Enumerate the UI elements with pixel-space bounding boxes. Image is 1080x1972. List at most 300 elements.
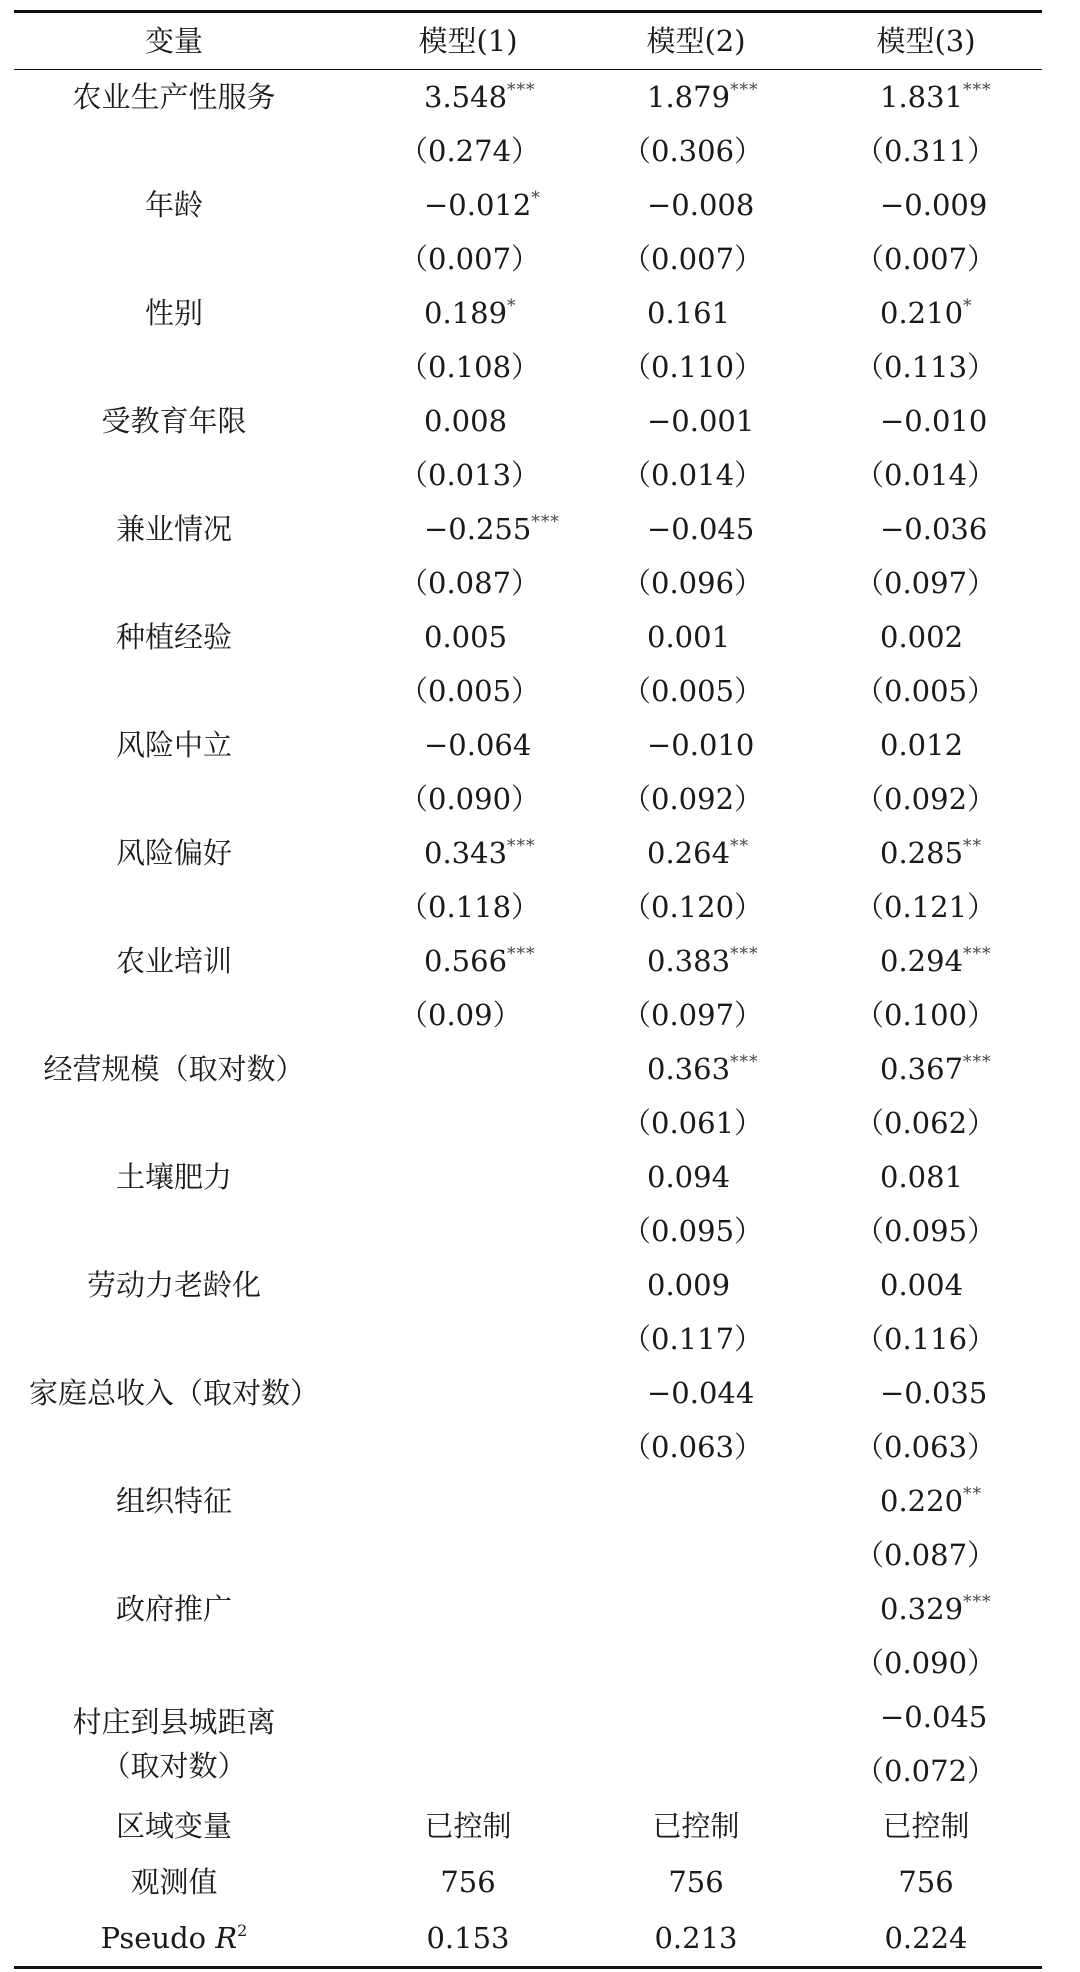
se-cell	[354, 988, 582, 1042]
coef-cell	[810, 1366, 1042, 1420]
results-body	[14, 70, 1042, 1966]
obs-value: 756	[440, 1865, 496, 1899]
coef-cell	[354, 1582, 582, 1636]
se-cell	[810, 1636, 1042, 1690]
coef-row	[14, 1150, 1042, 1204]
se-row	[14, 232, 1042, 286]
coef-row	[14, 1366, 1042, 1420]
coef-cell	[810, 1690, 1042, 1744]
se-cell-text	[354, 1214, 399, 1248]
coef-cell-text	[810, 1376, 987, 1410]
se-cell-text: （0.120）	[622, 890, 764, 924]
se-cell	[354, 772, 582, 826]
coef-cell	[354, 1042, 582, 1096]
coef-row	[14, 718, 1042, 772]
coef-cell	[582, 1258, 810, 1312]
se-cell-text: （0.087）	[855, 1538, 997, 1572]
se-cell	[810, 664, 1042, 718]
coef-cell-text	[810, 1160, 963, 1194]
se-cell-text: （0.063）	[855, 1430, 997, 1464]
se-cell-text: （0.117）	[622, 1322, 764, 1356]
se-cell-text: （0.113）	[855, 350, 997, 384]
se-cell	[810, 340, 1042, 394]
coef-value: 0.094	[647, 1160, 731, 1194]
coef-cell	[810, 1582, 1042, 1636]
coef-cell-text	[582, 188, 754, 222]
obs-row	[14, 1854, 1042, 1910]
coef-cell	[810, 1150, 1042, 1204]
coef-cell	[354, 70, 582, 124]
variable-name: 农业生产性服务	[72, 80, 276, 114]
coef-row	[14, 70, 1042, 124]
se-cell	[354, 124, 582, 178]
se-cell-text: （0.007）	[855, 242, 997, 276]
significance-stars: ***	[963, 80, 992, 100]
coef-row	[14, 1474, 1042, 1528]
coef-cell-text	[354, 944, 536, 978]
pseudo-r2-var: R	[215, 1921, 238, 1955]
coef-cell	[582, 1150, 810, 1204]
se-cell-text: （0.090）	[399, 782, 541, 816]
se-cell-text: （0.007）	[622, 242, 764, 276]
coef-cell	[810, 70, 1042, 124]
se-cell	[810, 1528, 1042, 1582]
se-cell-text	[582, 1646, 622, 1680]
coef-cell-text	[810, 1484, 982, 1518]
coef-cell	[582, 610, 810, 664]
se-cell	[354, 232, 582, 286]
se-row	[14, 1636, 1042, 1690]
se-cell	[810, 1744, 1042, 1798]
variable-name: 性别	[144, 296, 203, 330]
pseudo-r2-value: 0.213	[654, 1921, 738, 1955]
coef-value: 0.004	[880, 1268, 964, 1302]
coef-cell-text	[810, 1592, 992, 1626]
se-cell-text	[354, 1646, 399, 1680]
coef-cell	[354, 394, 582, 448]
se-cell	[810, 772, 1042, 826]
coef-value: 0.329	[880, 1592, 964, 1626]
se-cell	[810, 232, 1042, 286]
coef-cell	[810, 718, 1042, 772]
coef-cell-text	[810, 296, 973, 330]
se-cell-text: （0.306）	[622, 134, 764, 168]
se-cell-text: （0.014）	[855, 458, 997, 492]
coef-row	[14, 1042, 1042, 1096]
se-cell	[810, 988, 1042, 1042]
bottom-rule	[14, 1966, 1042, 1969]
coef-cell-text	[810, 620, 963, 654]
blank-cell	[14, 448, 354, 502]
se-cell-text: （0.311）	[855, 134, 997, 168]
coef-value: 0.008	[424, 404, 508, 438]
se-cell-text: （0.005）	[399, 674, 541, 708]
se-cell-text: （0.007）	[399, 242, 541, 276]
coef-cell-text	[810, 728, 963, 762]
blank-cell	[14, 664, 354, 718]
coef-cell	[354, 1366, 582, 1420]
coef-value: −0.009	[880, 188, 988, 222]
empty-cell	[354, 1690, 582, 1744]
significance-stars: ***	[963, 1592, 992, 1612]
coef-cell-text	[354, 512, 560, 546]
coef-cell	[582, 826, 810, 880]
coef-value: −0.010	[880, 404, 988, 438]
variable-name: 风险中立	[115, 728, 232, 762]
variable-name-line2: （取对数）	[101, 1749, 247, 1783]
se-cell	[810, 448, 1042, 502]
se-row	[14, 880, 1042, 934]
region-value: 已控制	[882, 1809, 970, 1843]
se-cell	[810, 1096, 1042, 1150]
empty-cell	[354, 1744, 582, 1798]
coef-cell	[582, 70, 810, 124]
coef-value: 0.005	[424, 620, 508, 654]
coef-cell-text	[354, 80, 536, 114]
coef-cell-text: −0.045	[880, 1700, 988, 1734]
se-cell-text: （0.116）	[855, 1322, 997, 1356]
obs-label: 观测值	[130, 1865, 218, 1899]
variable-name: 年龄	[144, 188, 203, 222]
coef-cell-text	[354, 296, 517, 330]
coef-row	[14, 1582, 1042, 1636]
coef-value: −0.035	[880, 1376, 988, 1410]
se-cell-text: （0.092）	[855, 782, 997, 816]
coef-value: 0.009	[647, 1268, 731, 1302]
blank-cell	[14, 1528, 354, 1582]
coef-cell	[582, 1042, 810, 1096]
coef-value: 0.001	[647, 620, 731, 654]
se-cell-text: （0.005）	[855, 674, 997, 708]
variable-name-distance	[14, 1690, 354, 1798]
se-cell	[354, 1312, 582, 1366]
header-model-3: 模型(3)	[876, 24, 976, 58]
se-cell	[810, 1204, 1042, 1258]
se-cell	[810, 1420, 1042, 1474]
coef-cell-text	[354, 188, 541, 222]
coef-cell	[810, 394, 1042, 448]
se-cell	[354, 1528, 582, 1582]
se-row	[14, 1420, 1042, 1474]
coef-value: −0.010	[647, 728, 755, 762]
coef-cell-text	[582, 404, 754, 438]
coef-cell-text	[354, 1592, 424, 1626]
se-cell	[582, 1420, 810, 1474]
se-cell-text: （0.013）	[399, 458, 541, 492]
se-cell	[354, 1096, 582, 1150]
se-row	[14, 556, 1042, 610]
coef-cell-text	[582, 1484, 647, 1518]
se-cell	[582, 124, 810, 178]
variable-name: 兼业情况	[115, 512, 232, 546]
se-row	[14, 1528, 1042, 1582]
coef-value: 0.012	[880, 728, 964, 762]
coef-cell-text	[354, 1484, 424, 1518]
coef-cell	[810, 610, 1042, 664]
blank-cell	[14, 232, 354, 286]
se-cell-text: （0.087）	[399, 566, 541, 600]
significance-stars: ***	[531, 512, 560, 532]
coef-cell-text	[354, 1376, 424, 1410]
coef-cell-text	[582, 1376, 754, 1410]
se-cell	[582, 556, 810, 610]
pseudo-r2-value: 0.153	[426, 1921, 510, 1955]
coef-row	[14, 286, 1042, 340]
se-cell-text: （0.09）	[399, 998, 522, 1032]
significance-stars: ***	[963, 1052, 992, 1072]
se-cell-text: （0.110）	[622, 350, 764, 384]
coef-value: −0.045	[647, 512, 755, 546]
coef-cell	[810, 1474, 1042, 1528]
significance-stars: ***	[507, 836, 536, 856]
pseudo-r2-prefix: Pseudo	[100, 1921, 216, 1955]
coef-value: 1.879	[647, 80, 731, 114]
coef-cell-text	[810, 188, 987, 222]
coef-value: −0.036	[880, 512, 988, 546]
coef-cell	[354, 934, 582, 988]
coef-cell	[354, 610, 582, 664]
se-cell	[354, 556, 582, 610]
se-cell	[582, 1204, 810, 1258]
significance-stars: ***	[963, 944, 992, 964]
variable-name-line1: 村庄到县城距离	[72, 1705, 276, 1739]
coef-cell	[810, 286, 1042, 340]
coef-cell-text	[354, 1160, 424, 1194]
coef-value: 1.831	[880, 80, 964, 114]
region-label: 区域变量	[115, 1809, 232, 1843]
se-row	[14, 340, 1042, 394]
se-row	[14, 448, 1042, 502]
coef-cell	[810, 1258, 1042, 1312]
se-cell-text	[354, 1106, 399, 1140]
regression-table	[14, 10, 1042, 1969]
pseudo-r2-value: 0.224	[884, 1921, 968, 1955]
coef-cell	[354, 826, 582, 880]
blank-cell	[14, 340, 354, 394]
se-cell-text: （0.063）	[622, 1430, 764, 1464]
se-cell-text: （0.090）	[855, 1646, 997, 1680]
coef-value: 3.548	[424, 80, 508, 114]
coef-value: 0.367	[880, 1052, 964, 1086]
variable-name: 组织特征	[115, 1484, 232, 1518]
coef-value: 0.210	[880, 296, 964, 330]
coef-cell	[582, 718, 810, 772]
se-cell	[582, 232, 810, 286]
coef-cell-text	[354, 1052, 424, 1086]
significance-stars: **	[963, 1484, 983, 1504]
variable-name: 经营规模（取对数）	[43, 1052, 305, 1086]
se-cell-text: （0.072）	[855, 1754, 997, 1788]
coef-cell	[810, 178, 1042, 232]
coef-cell-text	[582, 944, 759, 978]
coef-cell-text	[582, 728, 754, 762]
coef-cell	[582, 1582, 810, 1636]
blank-cell	[14, 1096, 354, 1150]
se-cell	[582, 988, 810, 1042]
se-row	[14, 124, 1042, 178]
coef-value: 0.383	[647, 944, 731, 978]
coef-cell-text	[810, 1268, 963, 1302]
coef-cell-text	[582, 512, 754, 546]
pseudo-r2-sup: 2	[237, 1921, 248, 1940]
coef-cell	[810, 1042, 1042, 1096]
coef-row	[14, 826, 1042, 880]
obs-value: 756	[898, 1865, 954, 1899]
distance-row	[14, 1690, 1042, 1744]
coef-cell	[582, 178, 810, 232]
coef-value: 0.343	[424, 836, 508, 870]
region-value: 已控制	[652, 1809, 740, 1843]
se-cell-text: （0.097）	[855, 566, 997, 600]
significance-stars: ***	[730, 80, 759, 100]
coef-cell	[354, 1474, 582, 1528]
se-cell-text	[354, 1538, 399, 1572]
coef-row	[14, 610, 1042, 664]
se-cell-text	[354, 1430, 399, 1464]
variable-name: 政府推广	[115, 1592, 232, 1626]
coef-cell	[354, 178, 582, 232]
se-cell	[582, 772, 810, 826]
empty-cell	[582, 1690, 810, 1744]
pseudo-r2-row	[14, 1910, 1042, 1966]
coef-cell	[810, 934, 1042, 988]
coef-cell	[354, 286, 582, 340]
se-cell	[582, 448, 810, 502]
se-cell	[354, 1420, 582, 1474]
se-cell	[582, 1312, 810, 1366]
se-cell	[354, 448, 582, 502]
obs-value: 756	[668, 1865, 724, 1899]
blank-cell	[14, 988, 354, 1042]
coef-value: 0.081	[880, 1160, 964, 1194]
coef-cell-text	[810, 944, 992, 978]
significance-stars: *	[963, 296, 973, 316]
variable-name: 风险偏好	[115, 836, 232, 870]
blank-cell	[14, 1204, 354, 1258]
significance-stars: ***	[730, 944, 759, 964]
coef-cell	[354, 1258, 582, 1312]
header-variable: 变量	[144, 24, 203, 58]
coef-value: −0.012	[424, 188, 532, 222]
coef-cell	[582, 1366, 810, 1420]
coef-cell	[582, 1474, 810, 1528]
se-row	[14, 664, 1042, 718]
coef-cell-text	[354, 404, 507, 438]
coef-cell-text	[810, 836, 982, 870]
coef-cell	[582, 286, 810, 340]
se-cell-text: （0.061）	[622, 1106, 764, 1140]
blank-cell	[14, 556, 354, 610]
coef-cell	[354, 1150, 582, 1204]
coef-cell-text	[810, 1052, 992, 1086]
coef-cell-text	[582, 1592, 647, 1626]
se-cell	[354, 340, 582, 394]
variable-name: 种植经验	[115, 620, 232, 654]
coef-value: 0.189	[424, 296, 508, 330]
significance-stars: **	[963, 836, 983, 856]
coef-cell	[354, 502, 582, 556]
coef-cell-text	[354, 1268, 424, 1302]
blank-cell	[14, 1420, 354, 1474]
se-cell	[582, 1636, 810, 1690]
region-value: 已控制	[424, 1809, 512, 1843]
variable-name: 家庭总收入（取对数）	[28, 1376, 319, 1410]
se-cell-text: （0.097）	[622, 998, 764, 1032]
blank-cell	[14, 1636, 354, 1690]
coef-cell-text	[810, 512, 987, 546]
blank-cell	[14, 1312, 354, 1366]
significance-stars: ***	[507, 944, 536, 964]
header-model-2: 模型(2)	[646, 24, 746, 58]
coef-cell-text	[810, 80, 992, 114]
coef-cell	[582, 502, 810, 556]
se-cell-text: （0.108）	[399, 350, 541, 384]
se-cell	[582, 880, 810, 934]
se-cell	[582, 664, 810, 718]
se-cell	[810, 124, 1042, 178]
se-cell	[354, 880, 582, 934]
se-cell	[582, 340, 810, 394]
coef-value: −0.064	[424, 728, 532, 762]
coef-value: 0.161	[647, 296, 731, 330]
coef-cell-text	[354, 728, 531, 762]
blank-cell	[14, 880, 354, 934]
coef-value: 0.220	[880, 1484, 964, 1518]
se-cell-text: （0.096）	[622, 566, 764, 600]
coef-cell-text	[810, 404, 987, 438]
coef-value: 0.294	[880, 944, 964, 978]
significance-stars: ***	[730, 1052, 759, 1072]
se-cell	[810, 556, 1042, 610]
se-row	[14, 772, 1042, 826]
se-cell	[810, 1312, 1042, 1366]
se-cell-text	[582, 1538, 622, 1572]
blank-cell	[14, 124, 354, 178]
se-cell	[354, 1204, 582, 1258]
se-cell-text: （0.095）	[855, 1214, 997, 1248]
coef-cell-text	[582, 836, 749, 870]
se-cell	[582, 1528, 810, 1582]
coef-cell-text	[582, 80, 759, 114]
se-cell	[810, 880, 1042, 934]
region-row	[14, 1798, 1042, 1854]
coef-cell-text	[582, 620, 730, 654]
coef-row	[14, 934, 1042, 988]
se-cell	[582, 1096, 810, 1150]
variable-name: 土壤肥力	[115, 1160, 232, 1194]
significance-stars: ***	[507, 80, 536, 100]
se-cell-text: （0.095）	[622, 1214, 764, 1248]
se-cell-text: （0.274）	[399, 134, 541, 168]
coef-cell-text	[582, 1268, 730, 1302]
coef-cell	[810, 826, 1042, 880]
significance-stars: *	[531, 188, 541, 208]
se-cell-text: （0.062）	[855, 1106, 997, 1140]
coef-cell	[582, 934, 810, 988]
se-cell-text: （0.014）	[622, 458, 764, 492]
coef-cell-text	[354, 836, 536, 870]
se-cell	[354, 664, 582, 718]
coef-row	[14, 502, 1042, 556]
coef-value: −0.008	[647, 188, 755, 222]
coef-row	[14, 178, 1042, 232]
coef-value: −0.044	[647, 1376, 755, 1410]
coef-cell	[354, 718, 582, 772]
se-cell-text: （0.121）	[855, 890, 997, 924]
se-row	[14, 988, 1042, 1042]
blank-cell	[14, 772, 354, 826]
se-cell-text: （0.092）	[622, 782, 764, 816]
